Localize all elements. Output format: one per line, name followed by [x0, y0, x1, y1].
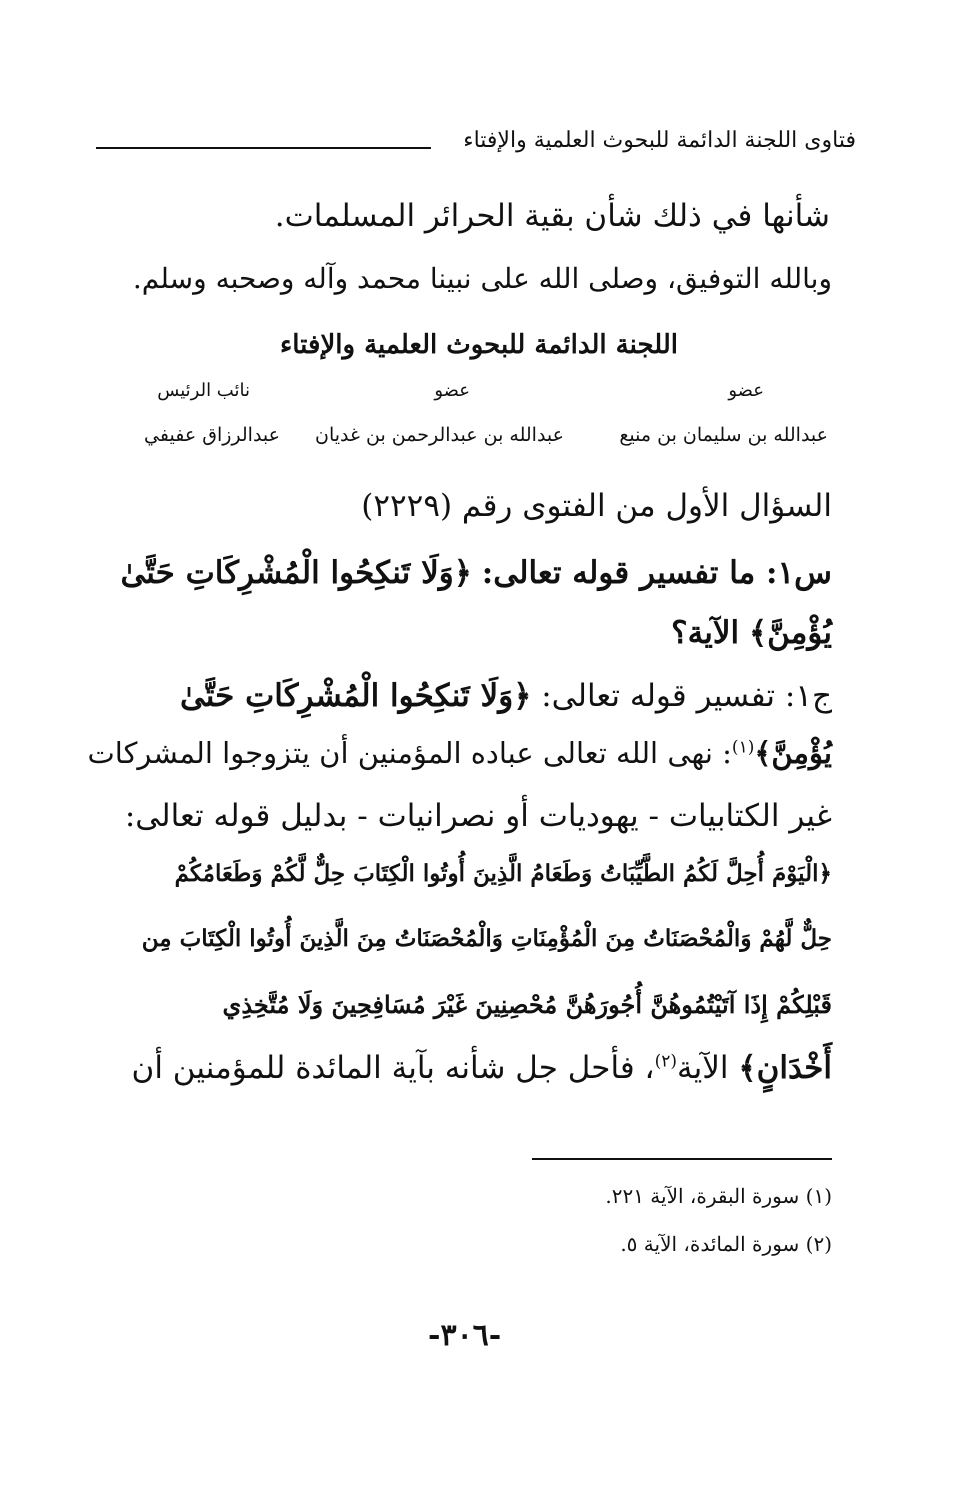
member-role-1: عضو	[728, 380, 764, 401]
answer-line-2	[87, 736, 832, 770]
page-number: -٣٠٦-	[428, 1318, 502, 1353]
verse-line-2: حِلٌّ لَّهُمْ وَالْمُحْصَنَاتُ مِنَ الْمُؤْمِنَاتِ وَالْمُحْصَنَاتُ مِنَ الَّذِينَ أُوتُوا الْكِتَابَ مِن	[141, 925, 832, 952]
footnote-ref-1: (١)	[731, 737, 755, 758]
footnote-1: (١) سورة البقرة، الآية ٢٢١.	[605, 1184, 832, 1208]
question-suffix: الآية؟	[671, 615, 740, 651]
footnote-ref-2: (٢)	[654, 1051, 677, 1072]
question-line-1	[120, 555, 832, 591]
footnote-2: (٢) سورة المائدة، الآية ٥.	[620, 1232, 832, 1256]
member-role-3: نائب الرئيس	[157, 380, 250, 401]
answer-line-4	[132, 1050, 832, 1086]
answer-line-3: غير الكتابيات - يهوديات أو نصرانيات - بدليل قوله تعالى:	[124, 798, 832, 834]
verse-line-4: أَخْدَانٍ﴾	[738, 1050, 832, 1086]
answer-verse-part-b: يُؤْمِنَّ﴾	[754, 736, 832, 770]
question-verse-part-a: ﴿وَلَا تَنكِحُوا الْمُشْرِكَاتِ حَتَّىٰ	[120, 555, 472, 591]
member-role-2: عضو	[434, 380, 470, 401]
header-title: فتاوى اللجنة الدائمة للبحوث العلمية والإفتاء	[463, 128, 856, 153]
question-line-2	[671, 615, 832, 651]
body-line-2: وبالله التوفيق، وصلى الله على نبينا محمد وآله وصحبه وسلم.	[132, 262, 832, 295]
fatwa-heading: السؤال الأول من الفتوى رقم (٢٢٢٩)	[361, 488, 832, 524]
answer-text-3: الآية	[677, 1050, 729, 1086]
question-verse-part-b: يُؤْمِنَّ﴾	[748, 615, 832, 651]
question-prefix: س١: ما تفسير قوله تعالى:	[481, 555, 832, 591]
answer-line-1	[180, 678, 832, 714]
member-name-1: عبدالله بن سليمان بن منيع	[619, 424, 828, 446]
answer-verse-part-a: ﴿وَلَا تَنكِحُوا الْمُشْرِكَاتِ حَتَّىٰ	[179, 678, 532, 714]
verse-line-1: ﴿الْيَوْمَ أُحِلَّ لَكُمُ الطَّيِّبَاتُ وَطَعَامُ الَّذِينَ أُوتُوا الْكِتَابَ حِلٌّ لَّكُمْ وَطَعَامُكُمْ	[174, 860, 832, 887]
header-rule	[96, 147, 431, 149]
member-name-3: عبدالرزاق عفيفي	[144, 424, 280, 446]
footnote-rule	[532, 1158, 832, 1160]
answer-text-4: ، فأحل جل شأنه بآية المائدة للمؤمنين أن	[131, 1050, 655, 1086]
body-line-1: شأنها في ذلك شأن بقية الحرائر المسلمات.	[274, 198, 830, 234]
verse-line-3: قَبْلِكُمْ إِذَا آتَيْتُمُوهُنَّ أُجُورَهُنَّ مُحْصِنِينَ غَيْرَ مُسَافِحِينَ وَلَا مُتَّخِذِي	[222, 990, 832, 1019]
answer-text-1: : نهى الله تعالى عباده المؤمنين أن يتزوجوا المشركات	[87, 736, 732, 770]
running-header	[96, 128, 856, 168]
committee-title: اللجنة الدائمة للبحوث العلمية والإفتاء	[280, 330, 678, 360]
answer-prefix: ج١: تفسير قوله تعالى:	[541, 678, 832, 714]
member-name-2: عبدالله بن عبدالرحمن بن غديان	[315, 424, 564, 446]
